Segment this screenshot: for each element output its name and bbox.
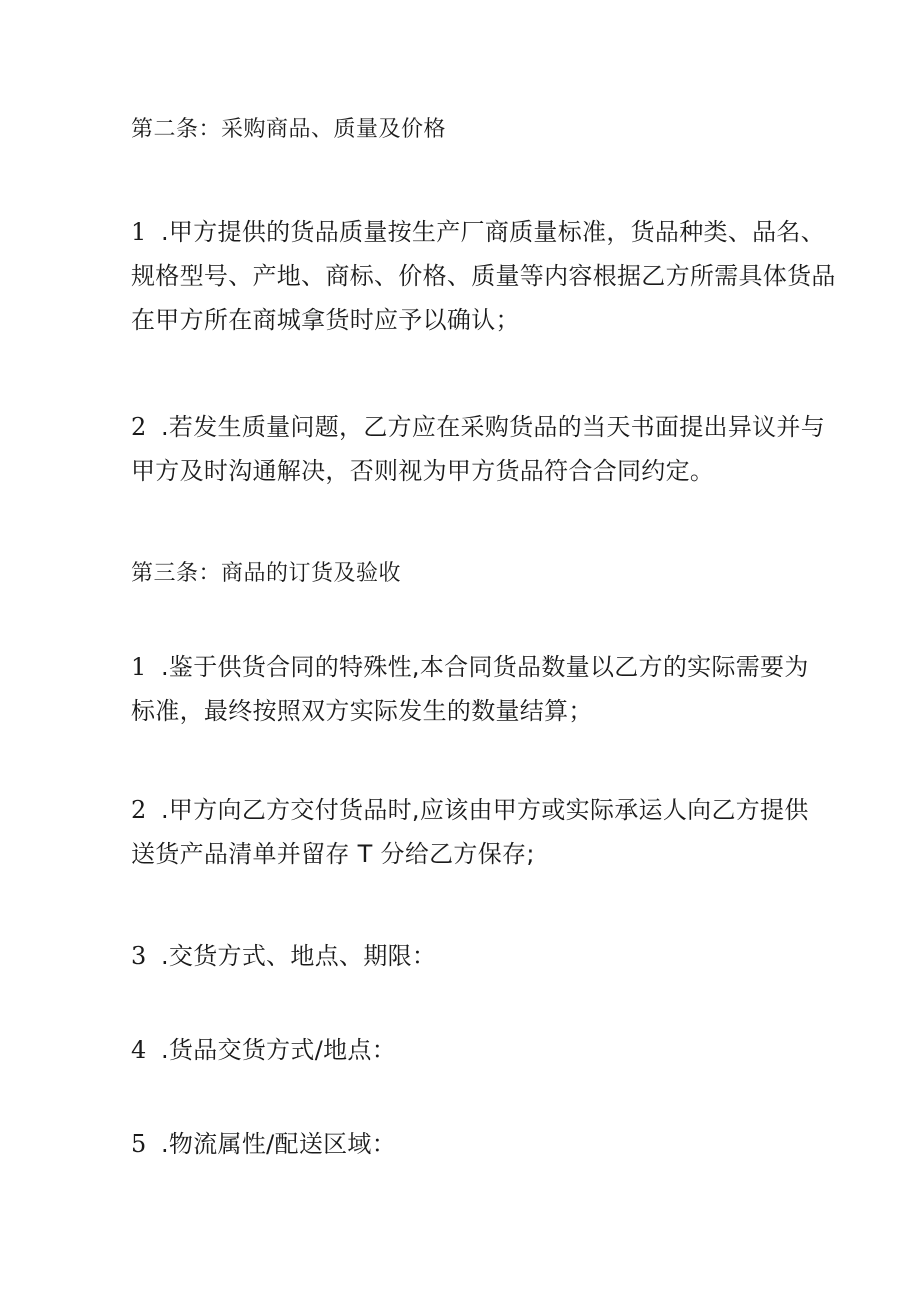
clause-line: 甲方及时沟通解决，否则视为甲方货品符合合同约定。 (131, 457, 715, 485)
clause-number: 5 (131, 1130, 147, 1158)
clause-line: 标准，最终按照双方实际发生的数量结算； (131, 697, 593, 725)
section-2-heading: 第二条：采购商品、质量及价格 (131, 117, 447, 142)
section-3-clause-3 (131, 934, 811, 978)
clause-line (131, 645, 811, 689)
clause-number: 2 (131, 413, 147, 441)
clause-line: 送货产品清单并留存 T 分给乙方保存; (131, 840, 535, 868)
clause-text: .甲方向乙方交付货品时,应该由甲方或实际承运人向乙方提供 (161, 796, 809, 824)
clause-text: .物流属性/配送区域： (161, 1130, 397, 1158)
section-3-clause-2 (131, 788, 811, 876)
clause-line (131, 788, 811, 832)
clause-number: 1 (131, 653, 147, 681)
section-3-clause-1 (131, 645, 811, 733)
section-3-heading: 第三条：商品的订货及验收 (131, 561, 402, 586)
clause-text: .货品交货方式/地点： (161, 1036, 397, 1064)
clause-number: 2 (131, 796, 147, 824)
clause-text: .交货方式、地点、期限： (161, 942, 437, 970)
clause-line (131, 405, 826, 449)
clause-text: .若发生质量问题，乙方应在采购货品的当天书面提出异议并与 (161, 413, 826, 441)
clause-line (131, 1028, 811, 1072)
clause-line (131, 934, 811, 978)
clause-text: .鉴于供货合同的特殊性,本合同货品数量以乙方的实际需要为 (161, 653, 809, 681)
clause-number: 3 (131, 942, 147, 970)
clause-line: 在甲方所在商城拿货时应予以确认； (131, 306, 520, 334)
section-2-clause-1 (131, 210, 836, 342)
clause-number: 4 (131, 1036, 147, 1064)
clause-number: 1 (131, 218, 147, 246)
section-2-clause-2 (131, 405, 826, 493)
clause-text: .甲方提供的货品质量按生产厂商质量标准，货品种类、品名、 (161, 218, 826, 246)
clause-line: 规格型号、产地、商标、价格、质量等内容根据乙方所需具体货品 (131, 262, 836, 290)
section-3-clause-5 (131, 1122, 811, 1166)
section-3-clause-4 (131, 1028, 811, 1072)
clause-line (131, 1122, 811, 1166)
clause-line (131, 210, 826, 254)
